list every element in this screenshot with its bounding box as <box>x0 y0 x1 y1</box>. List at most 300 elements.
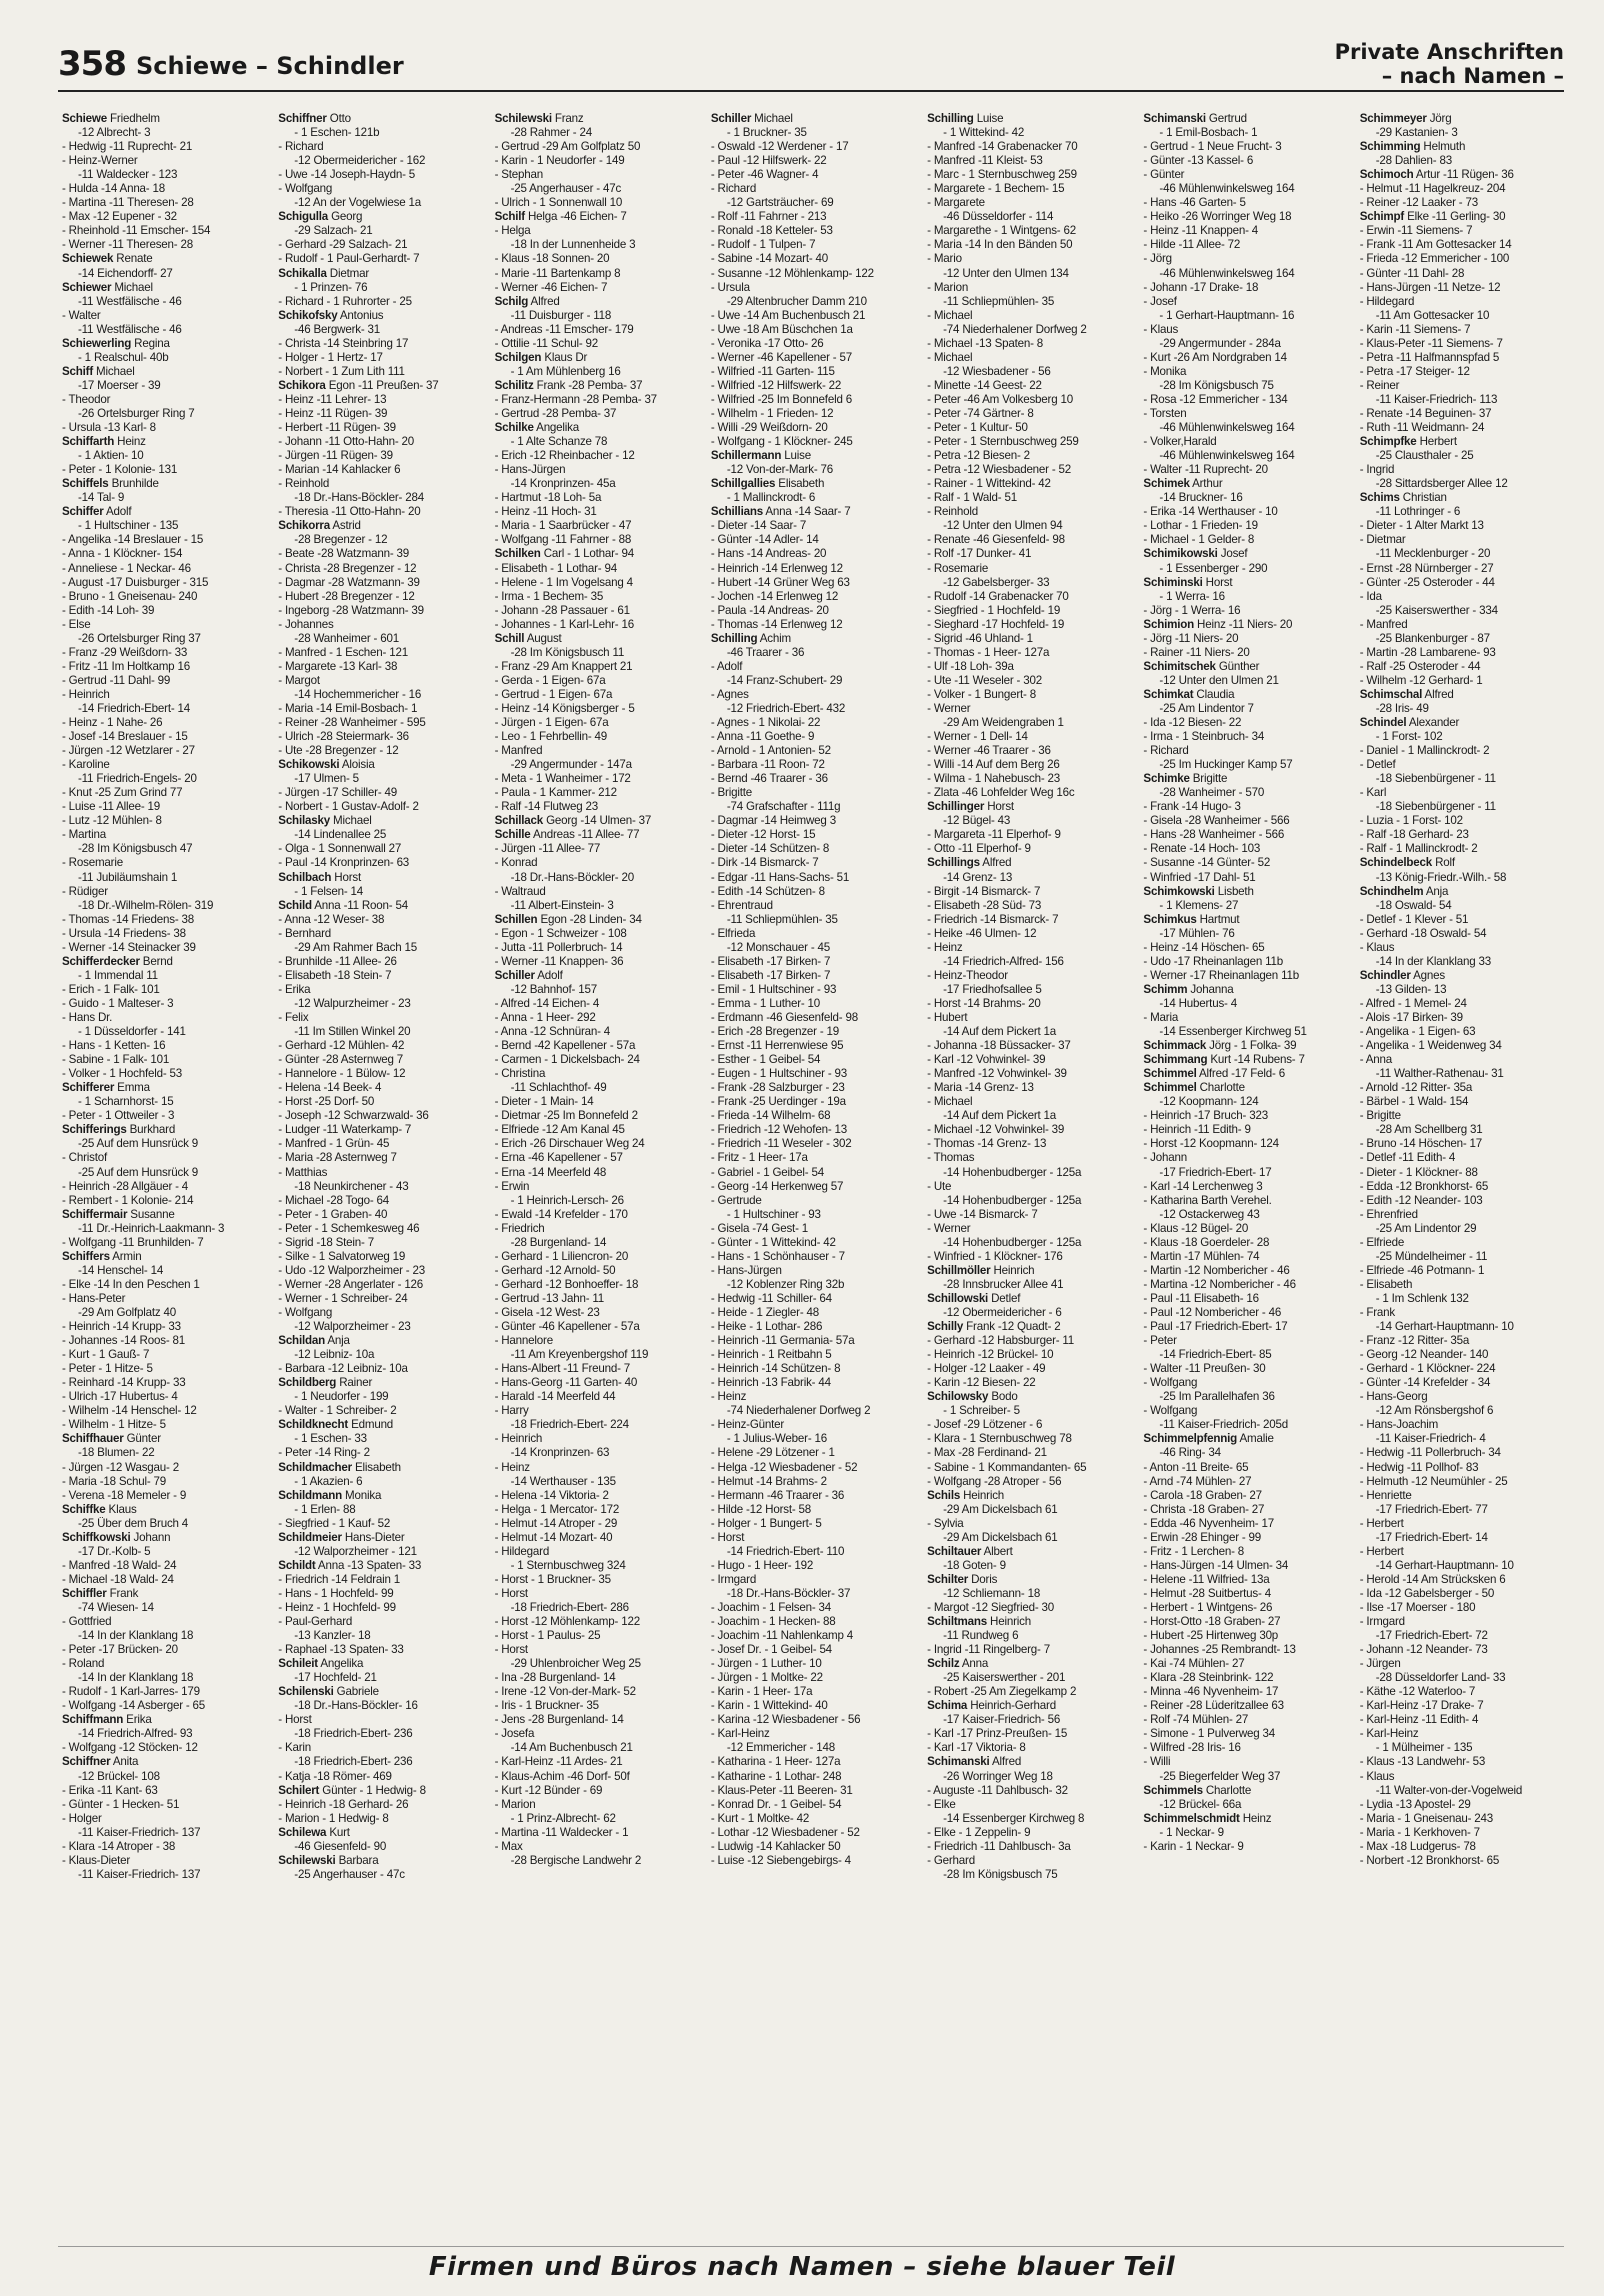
person-entry <box>278 337 482 351</box>
entry-text: - 1 Scharnhorst- 15 <box>78 1095 174 1109</box>
person-entry <box>711 267 915 281</box>
entry-text: - Fritz - 1 Lerchen- 8 <box>1143 1544 1245 1558</box>
entry-text: - Heinrich -18 Gerhard- 26 <box>278 1797 409 1811</box>
entry-text: - Ingrid <box>1359 463 1395 477</box>
entry-text: -11 Westfälische - 46 <box>78 322 182 336</box>
person-entry <box>711 828 915 842</box>
person-entry <box>278 590 482 604</box>
person-entry <box>711 140 915 154</box>
entry-text: - Detlef -11 Edith- 4 <box>1359 1151 1456 1165</box>
entry-text: - Walter -11 Ruprecht- 20 <box>1143 463 1268 477</box>
section-title-line2: – nach Namen – <box>1381 64 1564 88</box>
address-line <box>927 126 1131 140</box>
entry-text: - Rembert - 1 Kolonie- 214 <box>62 1193 194 1207</box>
entry-text: - 1 Forst- 102 <box>1375 730 1443 744</box>
entry-text: Claudia <box>1196 687 1235 701</box>
surname-entry <box>62 112 266 126</box>
surname: Schilasky <box>278 814 330 828</box>
entry-text: - Hildegard <box>1359 294 1415 308</box>
entry-text: - Heinrich -28 Allgäuer - 4 <box>62 1179 189 1193</box>
person-entry <box>495 1685 699 1699</box>
person-entry <box>62 1180 266 1194</box>
address-line <box>1143 786 1347 800</box>
entry-text: - Hedwig -11 Pollhof- 83 <box>1359 1460 1479 1474</box>
entry-text: - Martina <box>62 828 106 842</box>
surname-entry <box>62 252 266 266</box>
surname-entry <box>927 1264 1131 1278</box>
entry-text: - 1 Julius-Weber- 16 <box>726 1432 828 1446</box>
person-entry <box>495 1222 699 1236</box>
person-entry <box>927 196 1131 210</box>
person-entry <box>278 463 482 477</box>
entry-text: - Heiko -26 Worringer Weg 18 <box>1143 210 1292 224</box>
entry-text: - Winfried -17 Dahl- 51 <box>1143 870 1256 884</box>
person-entry <box>62 1292 266 1306</box>
entry-text: - Klaus -18 Goerdeler- 28 <box>1143 1235 1270 1249</box>
entry-text: - Josefa <box>494 1727 535 1741</box>
entry-text: - Edda -12 Bronkhorst- 65 <box>1359 1179 1489 1193</box>
entry-text: - Edith -12 Neander- 103 <box>1359 1193 1483 1207</box>
person-entry <box>1143 1531 1347 1545</box>
person-entry <box>1143 1334 1347 1348</box>
surname: Schilewski <box>278 1853 336 1867</box>
surname-entry <box>1360 112 1564 126</box>
entry-text: - Christa -28 Bregenzer - 12 <box>278 561 417 575</box>
entry-text: - Helga -12 Wiesbadener - 52 <box>710 1460 858 1474</box>
entry-text: -26 Ortelsburger Ring 7 <box>78 406 195 420</box>
surname-entry <box>278 1334 482 1348</box>
entry-text: -12 Von-der-Mark- 76 <box>726 463 834 477</box>
surname-entry <box>1143 1784 1347 1798</box>
person-entry <box>62 1348 266 1362</box>
person-entry <box>927 885 1131 899</box>
entry-text: - Gerda - 1 Eigen- 67a <box>494 673 606 687</box>
surname: Schildmacher <box>278 1460 352 1474</box>
person-entry <box>278 1264 482 1278</box>
surname: Schiewerling <box>62 336 132 350</box>
entry-text: -25 Mündelheimer - 11 <box>1375 1249 1488 1263</box>
person-entry <box>1143 1713 1347 1727</box>
person-entry <box>927 421 1131 435</box>
person-entry <box>927 505 1131 519</box>
address-line <box>278 1348 482 1362</box>
person-entry <box>495 1025 699 1039</box>
entry-text: - Minette -14 Geest- 22 <box>927 378 1042 392</box>
person-entry <box>62 913 266 927</box>
entry-text: - Michael - 1 Gelder- 8 <box>1143 533 1255 547</box>
address-line <box>1143 1025 1347 1039</box>
person-entry <box>927 547 1131 561</box>
entry-text: - Gerhard -29 Salzach- 21 <box>278 238 408 252</box>
entry-text: Monika <box>345 1488 382 1502</box>
entry-text: - 1 Essenberger - 290 <box>1159 561 1268 575</box>
person-entry <box>711 1854 915 1868</box>
entry-text: - Oswald -12 Werdener - 17 <box>710 140 849 154</box>
entry-text: -11 Jubiläumshain 1 <box>78 870 178 884</box>
entry-text: -17 Dr.-Kolb- 5 <box>78 1544 151 1558</box>
surname-entry <box>495 828 699 842</box>
entry-text: - Norbert -12 Bronkhorst- 65 <box>1359 1853 1500 1867</box>
surname: Schimpfke <box>1359 435 1417 449</box>
address-line <box>495 646 699 660</box>
surname: Schilert <box>278 1783 320 1797</box>
entry-text: -25 Am Lindentor 7 <box>1159 701 1254 715</box>
address-line <box>1360 1432 1564 1446</box>
address-line <box>1143 379 1347 393</box>
entry-text: -25 Auf dem Hunsrück 9 <box>78 1137 198 1151</box>
person-entry <box>711 730 915 744</box>
person-entry <box>278 1109 482 1123</box>
entry-text: - Sabine - 1 Kommandanten- 65 <box>927 1460 1087 1474</box>
person-entry <box>927 1222 1131 1236</box>
entry-text: - Maria -14 In den Bänden 50 <box>927 238 1073 252</box>
person-entry <box>278 674 482 688</box>
address-line <box>278 997 482 1011</box>
entry-text: Horst <box>987 800 1014 814</box>
person-entry <box>62 660 266 674</box>
person-entry <box>278 182 482 196</box>
entry-text: - Walter -11 Preußen- 30 <box>1143 1362 1266 1376</box>
entry-text: - Joachim - 1 Hecken- 88 <box>710 1615 836 1629</box>
person-entry <box>711 1826 915 1840</box>
entry-text: -17 Kaiser-Friedrich- 56 <box>943 1713 1061 1727</box>
surname: Schimke <box>1143 772 1190 786</box>
person-entry <box>62 576 266 590</box>
address-line <box>1143 758 1347 772</box>
entry-text: - Adolf <box>710 659 743 673</box>
person-entry <box>495 323 699 337</box>
entry-text: -12 Brückel- 66a <box>1159 1797 1242 1811</box>
entry-text: Frank -12 Quadt- 2 <box>966 1320 1061 1334</box>
entry-text: - 1 Werra- 16 <box>1159 589 1225 603</box>
person-entry <box>495 1629 699 1643</box>
person-entry <box>1360 1306 1564 1320</box>
entry-text: - Hans-Peter <box>62 1291 126 1305</box>
person-entry <box>711 885 915 899</box>
entry-text: - Lothar -12 Wiesbadener - 52 <box>710 1825 860 1839</box>
person-entry <box>1143 505 1347 519</box>
entry-text: -14 Kronprinzen- 63 <box>510 1446 610 1460</box>
entry-text: - 1 Bruckner- 35 <box>726 126 807 140</box>
person-entry <box>278 660 482 674</box>
person-entry <box>278 730 482 744</box>
person-entry <box>278 1587 482 1601</box>
entry-text: - Manfred -14 Grabenacker 70 <box>927 140 1078 154</box>
address-line <box>495 365 699 379</box>
entry-text: - Reiner -28 Lüderitzallee 63 <box>1143 1699 1284 1713</box>
person-entry <box>495 1699 699 1713</box>
entry-text: -29 Am Golfplatz 40 <box>78 1305 177 1319</box>
entry-text: - Friedrich -11 Dahlbusch- 3a <box>927 1839 1071 1853</box>
person-entry <box>495 1432 699 1446</box>
entry-text: - Carmen - 1 Dickelsbach- 24 <box>494 1053 640 1067</box>
entry-text: Lisbeth <box>1217 884 1254 898</box>
entry-text: - Willi -29 Weißdorn- 20 <box>710 421 828 435</box>
entry-text: -12 Bahnhof- 157 <box>510 982 597 996</box>
person-entry <box>62 1798 266 1812</box>
entry-text: - Christa -14 Steinbring 17 <box>278 336 409 350</box>
surname: Schimkat <box>1143 687 1194 701</box>
entry-text: -14 Friedrich-Ebert- 85 <box>1159 1348 1272 1362</box>
person-entry <box>927 463 1131 477</box>
entry-text: -12 Friedrich-Ebert- 432 <box>726 701 846 715</box>
person-entry <box>495 955 699 969</box>
entry-text: - Bärbel - 1 Wald- 154 <box>1359 1095 1469 1109</box>
entry-text: Gertrud <box>1208 112 1247 125</box>
person-entry <box>1360 828 1564 842</box>
entry-text: -18 Friedrich-Ebert- 224 <box>510 1418 629 1432</box>
entry-text: -18 Dr.-Hans-Böckler- 37 <box>726 1586 851 1600</box>
entry-text: - 1 Sternbuschweg 324 <box>510 1558 626 1572</box>
entry-text: Michael <box>333 814 372 828</box>
entry-text: - Karin - 1 Neckar- 9 <box>1143 1839 1244 1853</box>
person-entry <box>62 1039 266 1053</box>
entry-text: - Frieda -14 Wilhelm- 68 <box>710 1109 831 1123</box>
entry-text: - Elke - 1 Zeppelin- 9 <box>927 1825 1031 1839</box>
surname: Schillings <box>927 856 980 870</box>
address-line <box>1143 702 1347 716</box>
entry-text: - Peter - 1 Graben- 40 <box>278 1207 388 1221</box>
person-entry <box>1360 365 1564 379</box>
surname: Schimanski <box>927 1755 990 1769</box>
person-entry <box>927 899 1131 913</box>
person-entry <box>1143 828 1347 842</box>
person-entry <box>495 154 699 168</box>
address-line <box>495 126 699 140</box>
entry-text: -14 Eichendorff- 27 <box>78 266 173 280</box>
entry-text: - Josef Dr. - 1 Geibel- 54 <box>710 1643 832 1657</box>
person-entry <box>495 674 699 688</box>
surname: Schildknecht <box>278 1418 349 1432</box>
entry-text: - Klara -14 Atroper - 38 <box>62 1839 176 1853</box>
entry-text: -11 Walther-Rathenau- 31 <box>1375 1067 1504 1081</box>
entry-text: - Horst - 1 Paulus- 25 <box>494 1629 601 1643</box>
entry-text: - Klaus-Peter -11 Siemens- 7 <box>1359 336 1503 350</box>
entry-text: - Wolfgang - 1 Klöckner- 245 <box>710 435 853 449</box>
person-entry <box>495 1264 699 1278</box>
address-line <box>62 899 266 913</box>
person-entry <box>1360 379 1564 393</box>
address-line <box>711 1432 915 1446</box>
surname-entry <box>62 1531 266 1545</box>
entry-text: -18 Oswald- 54 <box>1375 898 1452 912</box>
person-entry <box>927 168 1131 182</box>
entry-text: - Olga - 1 Sonnenwall 27 <box>278 842 402 856</box>
entry-text: - Meta - 1 Wanheimer - 172 <box>494 772 631 786</box>
entry-text: Elisabeth <box>354 1460 401 1474</box>
entry-text: -12 An der Vogelwiese 1a <box>294 196 421 210</box>
person-entry <box>62 885 266 899</box>
person-entry <box>927 1039 1131 1053</box>
entry-text: - Horst-Otto -18 Graben- 27 <box>1143 1615 1281 1629</box>
person-entry <box>1143 941 1347 955</box>
person-entry <box>1360 1109 1564 1123</box>
address-line <box>62 632 266 646</box>
entry-text: -11 Schliepmühlen- 35 <box>726 912 838 926</box>
entry-text: -12 Walporzheimer - 121 <box>294 1544 417 1558</box>
person-entry <box>927 309 1131 323</box>
entry-text: - Rainer -11 Niers- 20 <box>1143 645 1250 659</box>
address-line <box>1360 1784 1564 1798</box>
entry-text: Kurt -14 Rubens- 7 <box>1210 1053 1305 1067</box>
person-entry <box>1143 955 1347 969</box>
surname: Schiffkowski <box>62 1530 131 1544</box>
entry-text: - Anton -11 Breite- 65 <box>1143 1460 1249 1474</box>
entry-text: - Marie -11 Bartenkamp 8 <box>494 266 621 280</box>
person-entry <box>1360 1798 1564 1812</box>
entry-text: Renate <box>116 252 153 266</box>
address-line <box>62 1770 266 1784</box>
person-entry <box>1360 1685 1564 1699</box>
entry-text: - Richard <box>1143 744 1189 758</box>
entry-text: - Thomas -14 Friedens- 38 <box>62 912 195 926</box>
person-entry <box>927 1784 1131 1798</box>
address-line <box>62 126 266 140</box>
person-entry <box>1360 1278 1564 1292</box>
entry-text: Anna <box>961 1657 989 1671</box>
person-entry <box>711 154 915 168</box>
entry-text: - Frank -28 Salzburger - 23 <box>710 1081 845 1095</box>
entry-text: - Detlef <box>1359 758 1396 772</box>
entry-text: Klaus <box>108 1502 137 1516</box>
address-line <box>278 196 482 210</box>
person-entry <box>62 618 266 632</box>
surname: Schikofsky <box>278 308 338 322</box>
directory-column-7 <box>1360 112 1564 2242</box>
entry-text: -12 Unter den Ulmen 21 <box>1159 673 1279 687</box>
person-entry <box>711 786 915 800</box>
address-line <box>278 772 482 786</box>
entry-text: Heinz <box>1242 1811 1272 1825</box>
entry-text: -14 Essenberger Kirchweg 51 <box>1159 1025 1307 1039</box>
person-entry <box>495 168 699 182</box>
person-entry <box>495 856 699 870</box>
person-entry <box>711 856 915 870</box>
person-entry <box>711 562 915 576</box>
person-entry <box>62 1320 266 1334</box>
person-entry <box>62 196 266 210</box>
surname-entry <box>62 1250 266 1264</box>
person-entry <box>495 1404 699 1418</box>
person-entry <box>927 1334 1131 1348</box>
person-entry <box>495 590 699 604</box>
entry-text: -11 Am Kreyenbergshof 119 <box>510 1348 649 1362</box>
person-entry <box>711 1390 915 1404</box>
person-entry <box>62 154 266 168</box>
person-entry <box>1360 1826 1564 1840</box>
entry-text: -17 Friedrich-Ebert- 17 <box>1159 1165 1272 1179</box>
entry-text: -17 Friedrich-Ebert- 77 <box>1375 1502 1488 1516</box>
person-entry <box>62 674 266 688</box>
entry-text: - Johann -28 Passauer - 61 <box>494 603 630 617</box>
entry-text: -12 Unter den Ulmen 134 <box>943 266 1069 280</box>
surname: Schimoch <box>1359 168 1414 182</box>
entry-text: - Heinrich -11 Edith- 9 <box>1143 1123 1251 1137</box>
surname-entry <box>278 1854 482 1868</box>
entry-text: - Paul -12 Hilfswerk- 22 <box>710 154 827 168</box>
person-entry <box>1360 1770 1564 1784</box>
address-line <box>62 1601 266 1615</box>
person-entry <box>278 1601 482 1615</box>
entry-text: - Anna - 1 Klöckner- 154 <box>62 547 183 561</box>
entry-text: - Rudolf -14 Grabenacker 70 <box>927 589 1069 603</box>
entry-text: -28 Im Königsbusch 11 <box>510 645 625 659</box>
person-entry <box>278 365 482 379</box>
person-entry <box>1143 435 1347 449</box>
entry-text: - Richard <box>278 140 324 154</box>
entry-text: - Frank <box>1359 1305 1396 1319</box>
entry-text: - Volker - 1 Hochfeld- 53 <box>62 1067 183 1081</box>
address-line <box>711 1741 915 1755</box>
address-line <box>1143 126 1347 140</box>
entry-text: - Heike - 1 Lothar- 286 <box>710 1320 823 1334</box>
entry-text: -18 Friedrich-Ebert- 236 <box>294 1727 413 1741</box>
entry-text: - Hartmut -18 Loh- 5a <box>494 491 602 505</box>
entry-text: - Udo -12 Walporzheimer - 23 <box>278 1263 425 1277</box>
entry-text: -14 Hohenbudberger - 125a <box>943 1235 1082 1249</box>
entry-text: - Heinz <box>927 940 963 954</box>
entry-text: - Erika <box>278 982 311 996</box>
person-entry <box>711 576 915 590</box>
entry-text: - Maria <box>1143 1011 1179 1024</box>
person-entry <box>62 688 266 702</box>
surname-entry <box>927 856 1131 870</box>
entry-text: - Agnes - 1 Nikolai- 22 <box>710 716 821 730</box>
entry-text: Michael <box>754 112 793 125</box>
person-entry <box>278 1713 482 1727</box>
entry-text: - Harry <box>494 1404 529 1418</box>
person-entry <box>1143 730 1347 744</box>
entry-text: - Edda -46 Nyvenheim- 17 <box>1143 1516 1274 1530</box>
person-entry <box>1360 196 1564 210</box>
entry-text: -11 Duisburger - 118 <box>510 308 612 322</box>
entry-text: - Werner -46 Traarer - 36 <box>927 744 1051 758</box>
person-entry <box>711 1461 915 1475</box>
entry-text: -13 König-Friedr.-Wilh.- 58 <box>1375 870 1507 884</box>
entry-text: Jörg - 1 Folka- 39 <box>1209 1039 1297 1053</box>
surname: Schiffler <box>62 1586 107 1600</box>
entry-text: - Horst - 1 Bruckner- 35 <box>494 1572 611 1586</box>
address-line <box>1360 309 1564 323</box>
person-entry <box>278 1208 482 1222</box>
entry-text: - Bruno -14 Höschen- 17 <box>1359 1137 1483 1151</box>
entry-text: - Daniel - 1 Mallinckrodt- 2 <box>1359 744 1490 758</box>
entry-text: - Peter - 1 Kolonie- 131 <box>62 463 178 477</box>
person-entry <box>278 1278 482 1292</box>
entry-text: -11 Walter-von-der-Vogelweid <box>1375 1783 1523 1797</box>
entry-text: - Klaus-Achim -46 Dorf- 50f <box>494 1769 630 1783</box>
entry-text: - Ehrentraud <box>710 898 773 912</box>
person-entry <box>62 1840 266 1854</box>
entry-text: - Thomas -14 Grenz- 13 <box>927 1137 1047 1151</box>
person-entry <box>711 927 915 941</box>
entry-text: - Erwin -28 Ehinger - 99 <box>1143 1530 1262 1544</box>
entry-text: - Max -28 Ferdinand- 21 <box>927 1446 1047 1460</box>
entry-text: -11 Kaiser-Friedrich- 113 <box>1375 392 1498 406</box>
entry-text: Barbara <box>338 1853 379 1867</box>
person-entry <box>278 1222 482 1236</box>
person-entry <box>495 1208 699 1222</box>
surname: Schilf <box>494 210 525 224</box>
person-entry <box>1143 281 1347 295</box>
entry-text: Achim <box>759 631 791 645</box>
person-entry <box>278 1573 482 1587</box>
entry-text: Günther <box>1218 659 1260 673</box>
person-entry <box>1360 1699 1564 1713</box>
entry-text: - Heinz-Werner <box>62 154 138 168</box>
surname: Schilter <box>927 1572 969 1586</box>
address-line <box>62 1306 266 1320</box>
